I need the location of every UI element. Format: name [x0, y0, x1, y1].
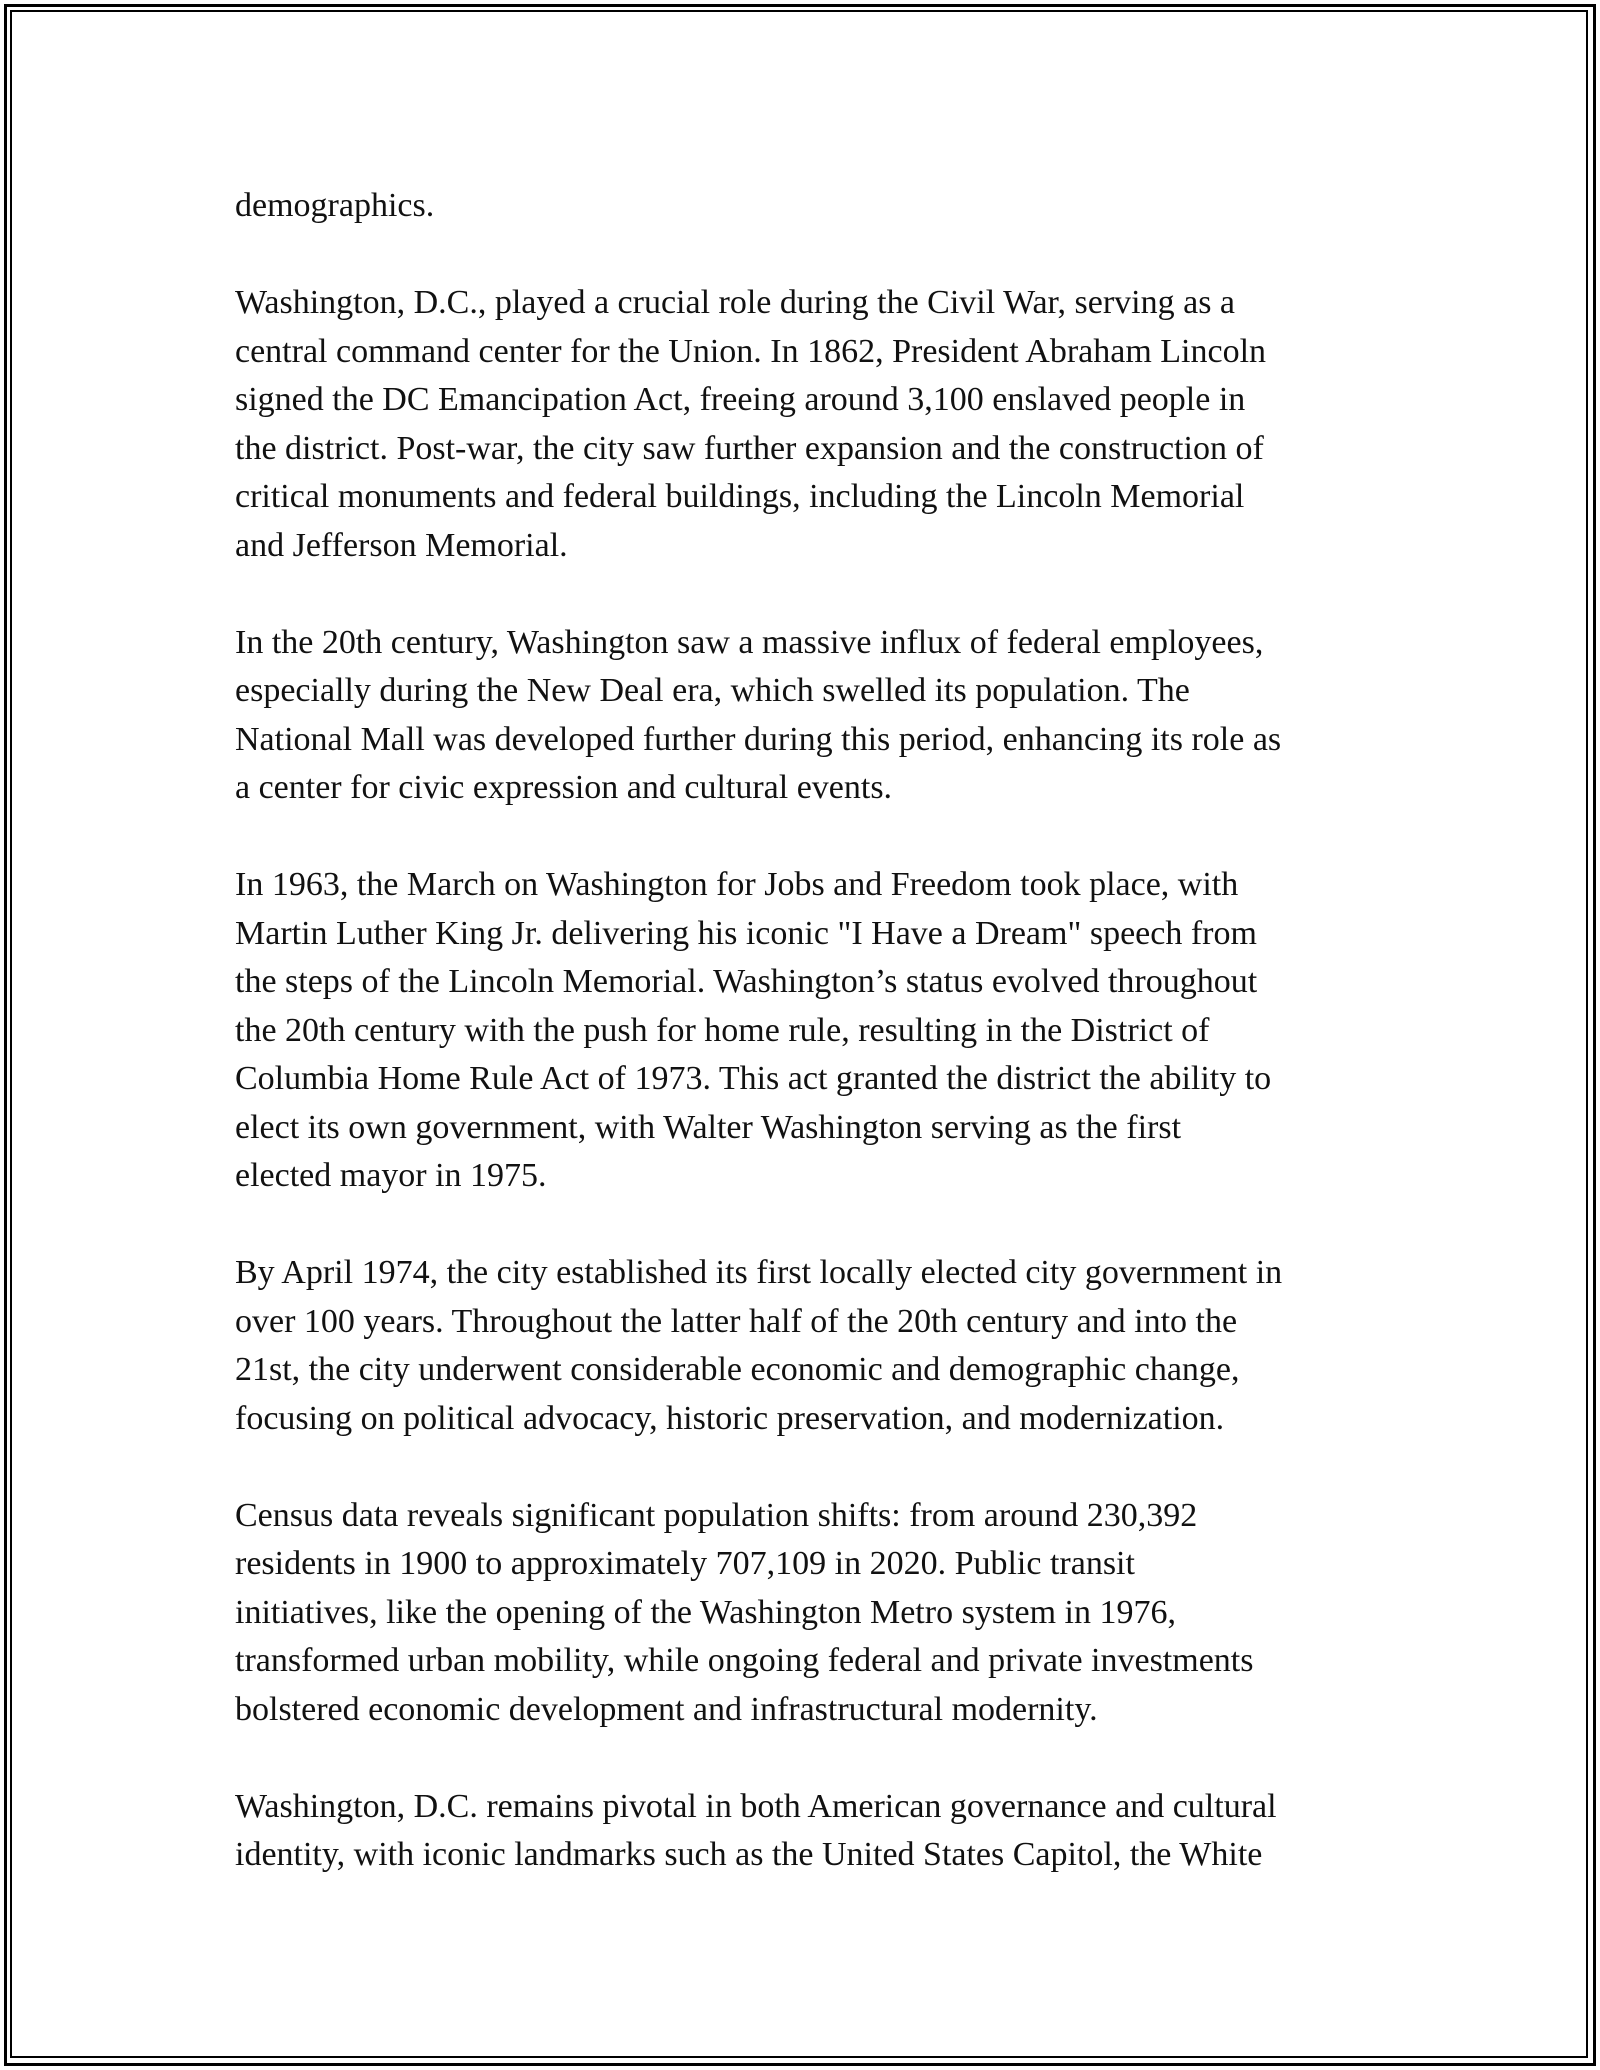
text-line: transformed urban mobility, while ongoing federal and private investments — [235, 1642, 1254, 1679]
paragraph — [235, 1492, 1395, 1735]
text-line: elected mayor in 1975. — [235, 1157, 547, 1194]
text-line: initiatives, like the opening of the Washington Metro system in 1976, — [235, 1593, 1176, 1631]
paragraph — [235, 1249, 1395, 1443]
text-line: Washington, D.C., played a crucial role during the Civil War, serving as a — [235, 284, 1236, 321]
text-line: National Mall was developed further during this period, enhancing its role as — [235, 720, 1282, 758]
text-line: Martin Luther King Jr. delivering his iconic "I Have a Dream" speech from — [235, 914, 1257, 952]
text-line: a center for civic expression and cultural events. — [235, 769, 893, 806]
paragraph — [235, 1783, 1395, 1880]
text-line: and Jefferson Memorial. — [235, 526, 568, 564]
text-line: over 100 years. Throughout the latter half of the 20th century and into the — [235, 1302, 1238, 1340]
text-line: residents in 1900 to approximately 707,109 in 2020. Public transit — [235, 1545, 1135, 1582]
text-line: demographics. — [235, 187, 435, 224]
text-line: Census data reveals significant population shifts: from around 230,392 — [235, 1496, 1198, 1534]
text-line: In the 20th century, Washington saw a massive influx of federal employees, — [235, 623, 1264, 661]
text-line: Columbia Home Rule Act of 1973. This act granted the district the ability to — [235, 1060, 1272, 1097]
text-line: focusing on political advocacy, historic preservation, and modernization. — [235, 1399, 1225, 1437]
text-line: identity, with iconic landmarks such as the United States Capitol, the White — [235, 1836, 1263, 1873]
text-line: especially during the New Deal era, which swelled its population. The — [235, 672, 1190, 709]
paragraph — [235, 182, 1395, 231]
text-line: critical monuments and federal buildings, including the Lincoln Memorial — [235, 478, 1245, 515]
paragraph — [235, 279, 1395, 570]
text-line: signed the DC Emancipation Act, freeing around 3,100 enslaved people in — [235, 381, 1246, 418]
document-body — [235, 182, 1395, 1928]
text-line: the 20th century with the push for home rule, resulting in the District of — [235, 1011, 1210, 1049]
text-line: central command center for the Union. In 1862, President Abraham Lincoln — [235, 332, 1267, 370]
text-line: bolstered economic development and infrastructural modernity. — [235, 1690, 1098, 1728]
paragraph — [235, 861, 1395, 1201]
paragraph — [235, 619, 1395, 813]
text-line: elect its own government, with Walter Washington serving as the first — [235, 1108, 1182, 1146]
text-line: the district. Post-war, the city saw further expansion and the construction of — [235, 429, 1264, 467]
text-line: 21st, the city underwent considerable economic and demographic change, — [235, 1351, 1240, 1388]
text-line: Washington, D.C. remains pivotal in both American governance and cultural — [235, 1787, 1277, 1825]
text-line: In 1963, the March on Washington for Jobs and Freedom took place, with — [235, 866, 1239, 903]
text-line: the steps of the Lincoln Memorial. Washington’s status evolved throughout — [235, 963, 1258, 1000]
text-line: By April 1974, the city established its first locally elected city government in — [235, 1254, 1283, 1291]
